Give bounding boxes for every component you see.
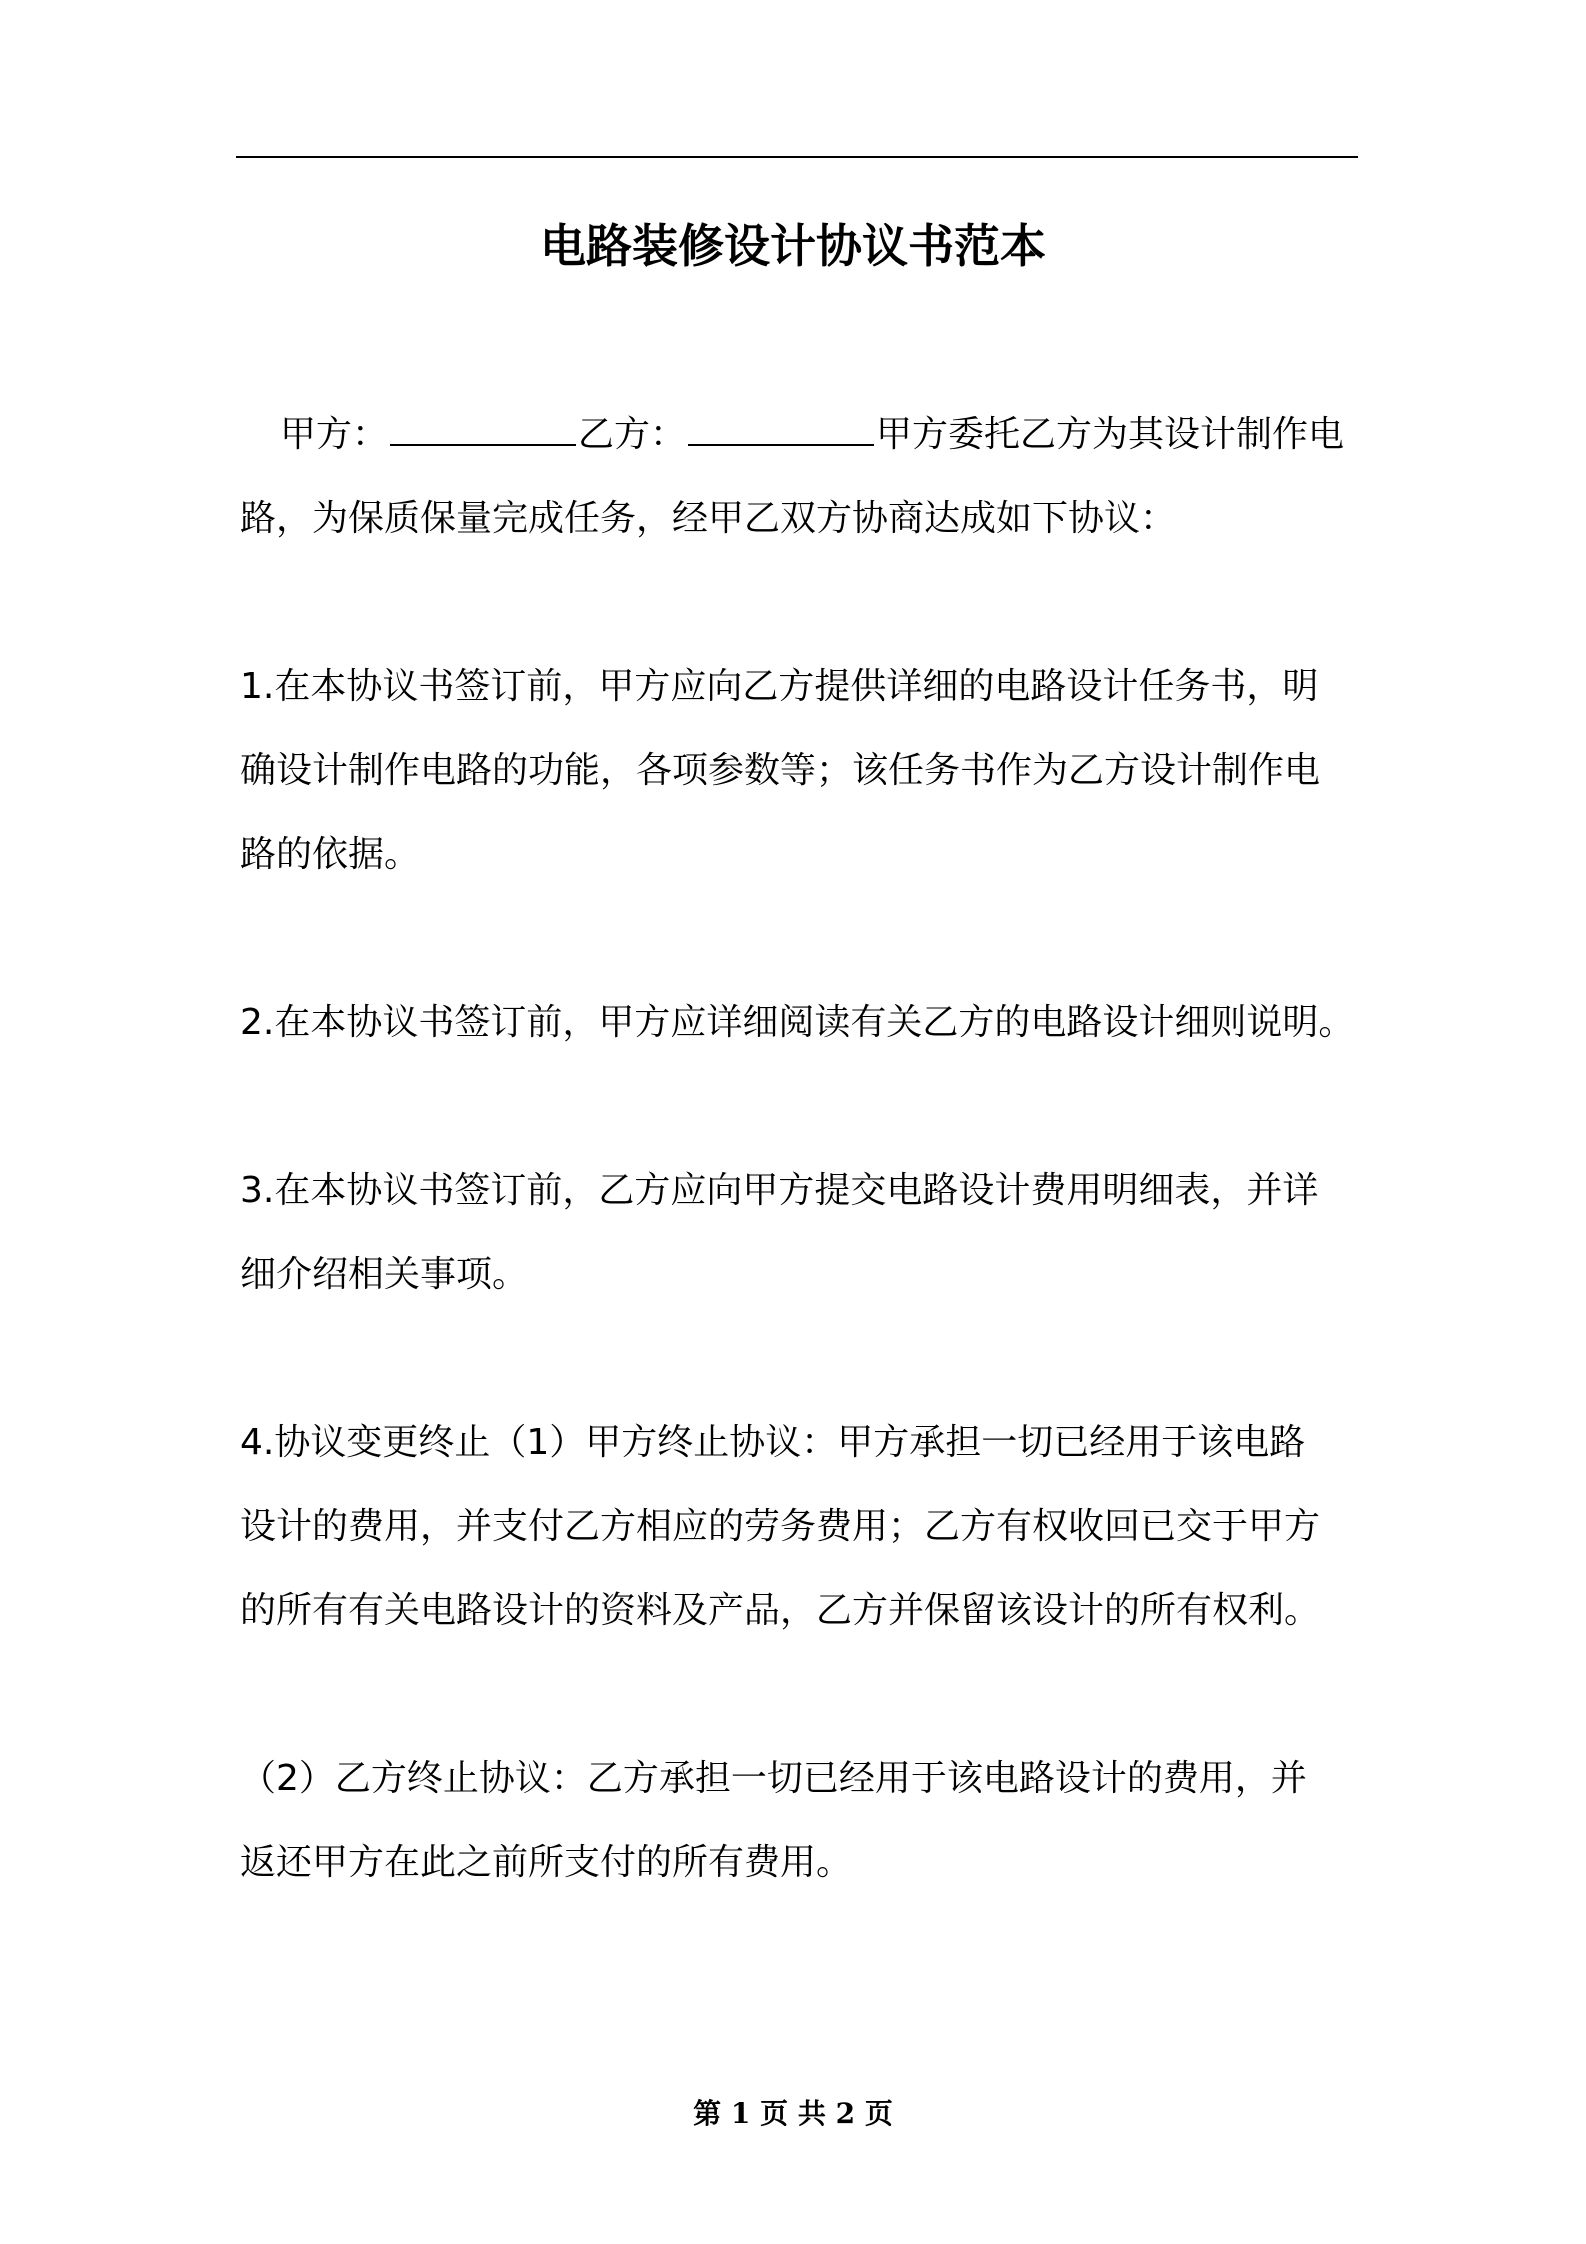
clause-3-line-2: 细介绍相关事项。: [240, 1254, 529, 1295]
header-rule: [236, 156, 1358, 158]
page-number-footer: 第 1 页 共 2 页: [693, 2097, 893, 2130]
party-b-blank: [688, 410, 874, 446]
clause-4-2-line-1: （2）乙方终止协议：乙方承担一切已经用于该电路设计的费用，并: [240, 1758, 1307, 1799]
intro-line-1: [280, 410, 1344, 460]
intro-line-1-tail: 甲方委托乙方为其设计制作电: [876, 414, 1345, 455]
clause-4-line-3: 的所有有关电路设计的资料及产品，乙方并保留该设计的所有权利。: [240, 1590, 1321, 1631]
clause-1-line-2: 确设计制作电路的功能，各项参数等；该任务书作为乙方设计制作电: [240, 750, 1321, 791]
clause-1-line-3: 路的依据。: [240, 834, 421, 875]
clause-4-line-2: 设计的费用，并支付乙方相应的劳务费用；乙方有权收回已交于甲方: [240, 1506, 1321, 1547]
clause-1-line-1: 1.在本协议书签订前，甲方应向乙方提供详细的电路设计任务书，明: [240, 666, 1319, 707]
clause-4-line-1: 4.协议变更终止（1）甲方终止协议：甲方承担一切已经用于该电路: [240, 1422, 1306, 1463]
clause-3-line-1: 3.在本协议书签订前，乙方应向甲方提交电路设计费用明细表，并详: [240, 1170, 1319, 1211]
party-b-label: 乙方：: [578, 414, 687, 455]
party-a-blank: [390, 410, 576, 446]
document-title: 电路装修设计协议书范本: [540, 219, 1046, 273]
clause-2-line-1: 2.在本协议书签订前，甲方应详细阅读有关乙方的电路设计细则说明。: [240, 1002, 1355, 1043]
intro-line-2: 路，为保质保量完成任务，经甲乙双方协商达成如下协议：: [240, 498, 1177, 539]
party-a-label: 甲方：: [280, 414, 389, 455]
clause-4-2-line-2: 返还甲方在此之前所支付的所有费用。: [240, 1842, 853, 1883]
